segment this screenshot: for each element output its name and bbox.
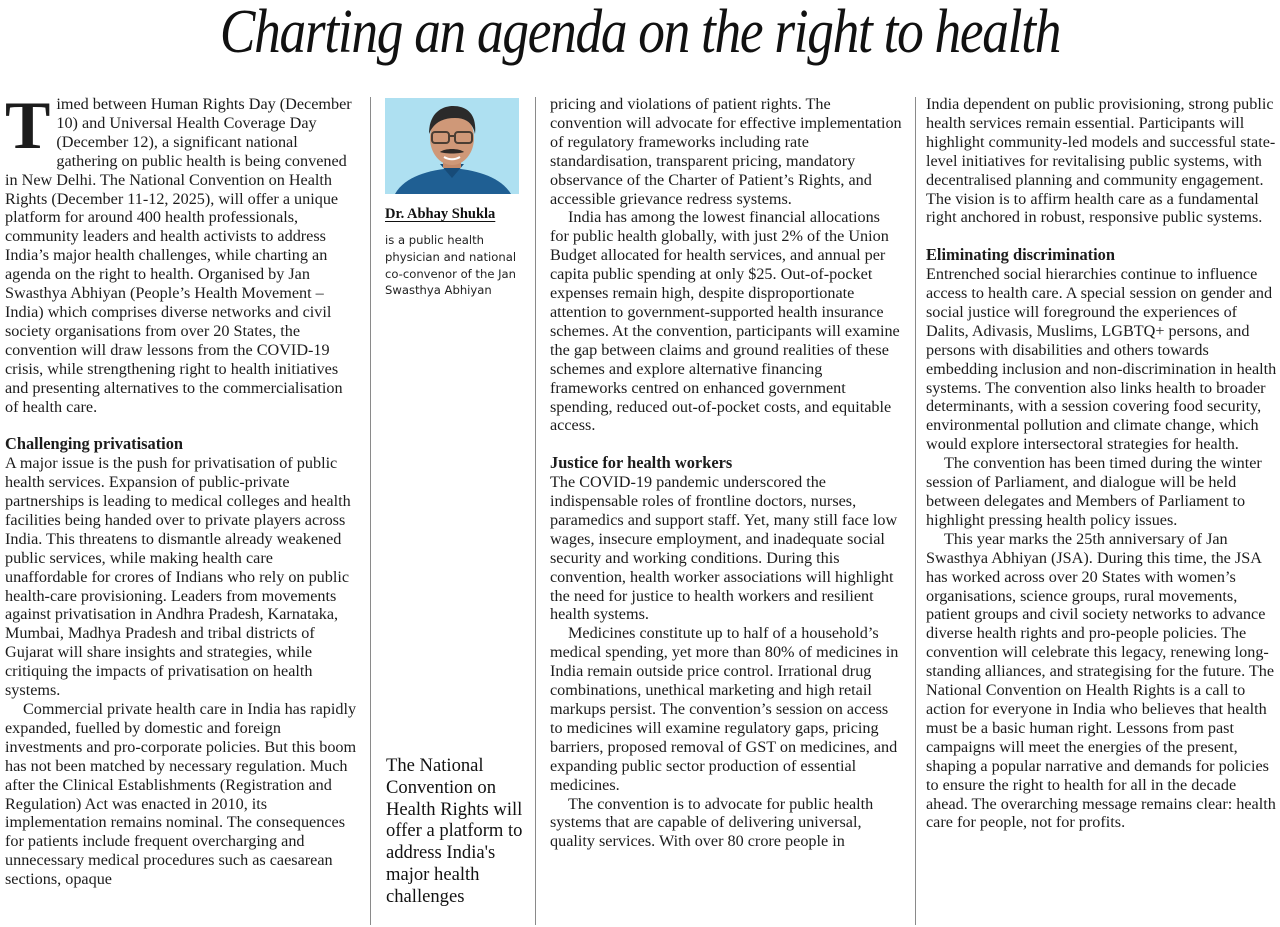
paragraph: pricing and violations of patient rights. The convention will advocate for effective implementation of regulatory frameworks including rate standardisation, transparent pricing, mandatory observance of the Charter of Patient’s Rights, and accessible grievance redress systems. xyxy=(550,95,902,208)
column-divider xyxy=(915,97,916,925)
paragraph: The COVID-19 pandemic underscored the indispensable roles of frontline doctors, nurses, paramedics and support staff. Yet, many still face low wages, insecure employment, and inadequate social security and working conditions. During this convention, health worker associations will highlight the need for justice to health workers and resilient health systems. xyxy=(550,473,898,624)
paragraph: A major issue is the push for privatisation of public health services. Expansion of public-private partnerships is leading to medical colleges and health facilities being handed over to private players across India. This threatens to dismantle already weakened public services, while making health care unaffordable for crores of Indians who rely on public health-care provisioning. Leaders from movements against privatisation in Andhra Pradesh, Karnataka, Mumbai, Madhya Pradesh and tribal districts of Gujarat will share insights and strategies, while critiquing the impacts of privatisation on health systems. xyxy=(5,454,351,700)
intro-paragraph xyxy=(5,87,357,416)
headline: Charting an agenda on the right to health xyxy=(219,0,1061,66)
paragraph: This year marks the 25th anniversary of Jan Swasthya Abhiyan (JSA). During this time, the JSA has worked across over 20 States with women’s organisations, science groups, rural movements, patient groups and civil society networks to advance diverse health rights and pro-people policies. The convention will celebrate this legacy, renewing long-standing alliances, and strategising for the future. The National Convention on Health Rights is a call to action for everyone in India who believes that health must be a basic human right. Lessons from past campaigns will meet the energies of the present, shaping a popular narrative and demands for policies to ensure the right to health for all in the decade ahead. The overarching message remains clear: health care for people, not for profits. xyxy=(926,529,1276,832)
column-divider xyxy=(535,97,536,925)
paragraph: Medicines constitute up to half of a household’s medical spending, yet more than 80% of medicines in India remain outside price control. Irrational drug combinations, unethical marketing and high retail markups persist. The convention’s session on access to medicines will examine regulatory gaps, pricing barriers, proposed removal of GST on medicines, and expanding public sector production of essential medicines. xyxy=(550,624,899,794)
paragraph: India has among the lowest financial allocations for public health globally, with just 2% of the Union Budget allocated for health services, and annual per capita public spending at only $25. Out-of-pocket expenses remain high, despite disproportionate attention to government-supported health insurance schemes. At the convention, participants will examine the gap between claims and ground realities of these schemes and explore alternative financing frameworks centred on enhanced government spending, reduced out-of-pocket costs, and equitable access. xyxy=(550,208,900,435)
article-column-4 xyxy=(926,95,1278,832)
paragraph: India dependent on public provisioning, strong public health services remain essential. Participants will highlight community-led models and successful state-level initiatives for revitalising public systems, with decentralised planning and community engagement. The vision is to affirm health care as a fundamental right anchored in robust, responsive public systems. xyxy=(926,95,1276,227)
author-name: Dr. Abhay Shukla xyxy=(385,206,496,222)
article-column-1 xyxy=(5,87,357,889)
section-heading-privatisation: Challenging privatisation xyxy=(5,434,184,454)
author-bio: is a public health physician and national co-convenor of the Jan Swasthya Abhiyan xyxy=(385,233,517,298)
intro-text: imed between Human Rights Day (December 10) and Universal Health Coverage Day (December 12), a significant national gathering on public health is being convened in New Delhi. The National Convention on Health Rights (December 11-12, 2025), will offer a unique platform for around 400 health professionals, community leaders and health activists to address India’s major health challenges, while charting an agenda on the right to health. Organised by Jan Swasthya Abhiyan (People’s Health Movement – India) which comprises diverse networks and civil society organisations from over 20 States, the convention will draw lessons from the COVID-19 crisis, while strengthening right to health initiatives and presenting alternatives to the commercialisation of health care. xyxy=(5,95,352,416)
paragraph: Entrenched social hierarchies continue to influence access to health care. A special session on gender and social justice will foreground the experiences of Dalits, Adivasis, Muslims, LGBTQ+ persons, and persons with disabilities and others towards embedding inclusion and non-discrimination in health systems. The convention also links health to broader determinants, with a session covering food security, environmental pollution and climate change, which would explore intersectoral strategies for health. xyxy=(926,265,1277,454)
article-column-3 xyxy=(550,95,902,851)
author-portrait-icon xyxy=(385,98,519,194)
drop-cap: T xyxy=(5,87,51,163)
author-sidebar xyxy=(385,98,525,299)
column-divider xyxy=(370,97,371,925)
paragraph: The convention has been timed during the winter session of Parliament, and dialogue will be held between delegates and Members of Parliament to highlight pressing health policy issues. xyxy=(926,454,1262,529)
pull-quote: The National Convention on Health Rights will offer a platform to address India's major health challenges xyxy=(386,755,523,907)
section-heading-discrimination: Eliminating discrimination xyxy=(926,245,1115,265)
paragraph: Commercial private health care in India has rapidly expanded, fuelled by domestic and foreign investments and pro-corporate policies. But this boom has not been matched by necessary regulation. Much after the Clinical Establishments (Registration and Regulation) Act was enacted in 2010, its implementation remains nominal. The consequences for patients include frequent overcharging and unnecessary medical procedures such as caesarean sections, opaque xyxy=(5,699,357,889)
section-heading-health-workers: Justice for health workers xyxy=(550,453,733,473)
paragraph: The convention is to advocate for public health systems that are capable of delivering universal, quality services. With over 80 crore people in xyxy=(550,794,874,851)
